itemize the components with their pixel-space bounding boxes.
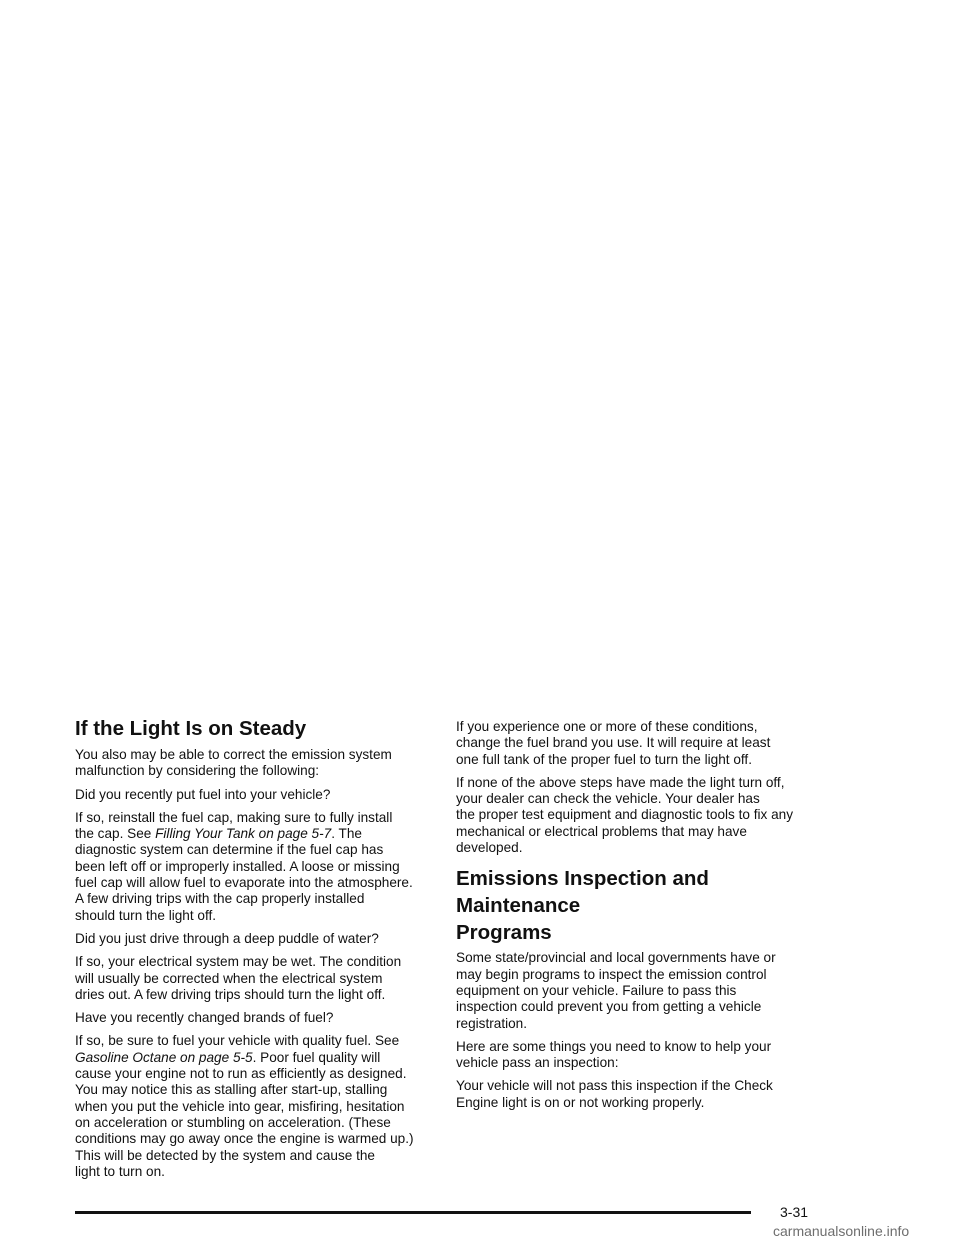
- question-fuel-brand: Have you recently changed brands of fuel?: [75, 1010, 334, 1026]
- paragraph-dealer: If none of the above steps have made the light turn off, your dealer can check the vehicle. Your dealer has the proper test equipment and diagnostic tools to fix any mechanical or electrical problems that may have developed.: [456, 774, 794, 856]
- text-fuel-cap-post: . The diagnostic system can determine if the fuel cap has been left off or improperly installed. A loose or missing fuel cap will allow fuel to evaporate into the atmosphere. A few driving trips with the cap properly installed should turn the light off.: [75, 826, 413, 923]
- left-column: [75, 716, 437, 1187]
- paragraph-fuel-quality: [75, 1033, 437, 1180]
- page-number: 3-31: [780, 1204, 809, 1220]
- section-heading-light-steady: If the Light Is on Steady: [75, 717, 307, 740]
- cross-reference-filling-tank[interactable]: Filling Your Tank on page 5-7: [155, 826, 332, 842]
- text-fuel-quality-pre: If so, be sure to fuel your vehicle with quality fuel. See: [75, 1033, 400, 1049]
- text-fuel-cap-pre: If so, reinstall the fuel cap, making sure to fully install the cap. See: [75, 809, 393, 842]
- paragraph-programs: Some state/provincial and local governments have or may begin programs to inspect the emission control equipment on your vehicle. Failure to pass this inspection could prevent you from getting a vehicle registration.: [456, 950, 776, 1031]
- paragraph-change-brand: If you experience one or more of these conditions, change the fuel brand you use. It will require at least one full tank of the proper fuel to turn the light off.: [456, 719, 771, 767]
- paragraph-things-to-know: Here are some things you need to know to help your vehicle pass an inspection:: [456, 1038, 772, 1071]
- text-fuel-quality-post: . Poor fuel quality will cause your engine not to run as efficiently as designed. You may notice this as stalling after start-up, stalling when you put the vehicle into gear, misfiring, hesitation on acceleration or stumbling on acceleration. (These conditions may go away once the engine is warmed up.) This will be detected by the system and cause the light to turn on.: [75, 1049, 414, 1179]
- footer-rule: [75, 1211, 751, 1214]
- paragraph-intro: You also may be able to correct the emission system malfunction by considering the following:: [75, 747, 392, 779]
- paragraph-fuel-cap: [75, 810, 437, 924]
- cross-reference-gasoline-octane[interactable]: Gasoline Octane on page 5-5: [75, 1049, 253, 1065]
- watermark: carmanualsonline.info: [773, 1223, 910, 1239]
- section-heading-emissions: Emissions Inspection and Maintenance Programs: [456, 867, 709, 945]
- paragraph-check-engine: Your vehicle will not pass this inspection if the Check Engine light is on or not working properly.: [456, 1078, 773, 1110]
- question-puddle: Did you just drive through a deep puddle of water?: [75, 930, 379, 946]
- paragraph-electrical: If so, your electrical system may be wet. The condition will usually be corrected when the electrical system dries out. A few driving trips should turn the light off.: [75, 954, 402, 1002]
- right-column: [456, 719, 818, 1118]
- question-fuel: Did you recently put fuel into your vehicle?: [75, 786, 331, 802]
